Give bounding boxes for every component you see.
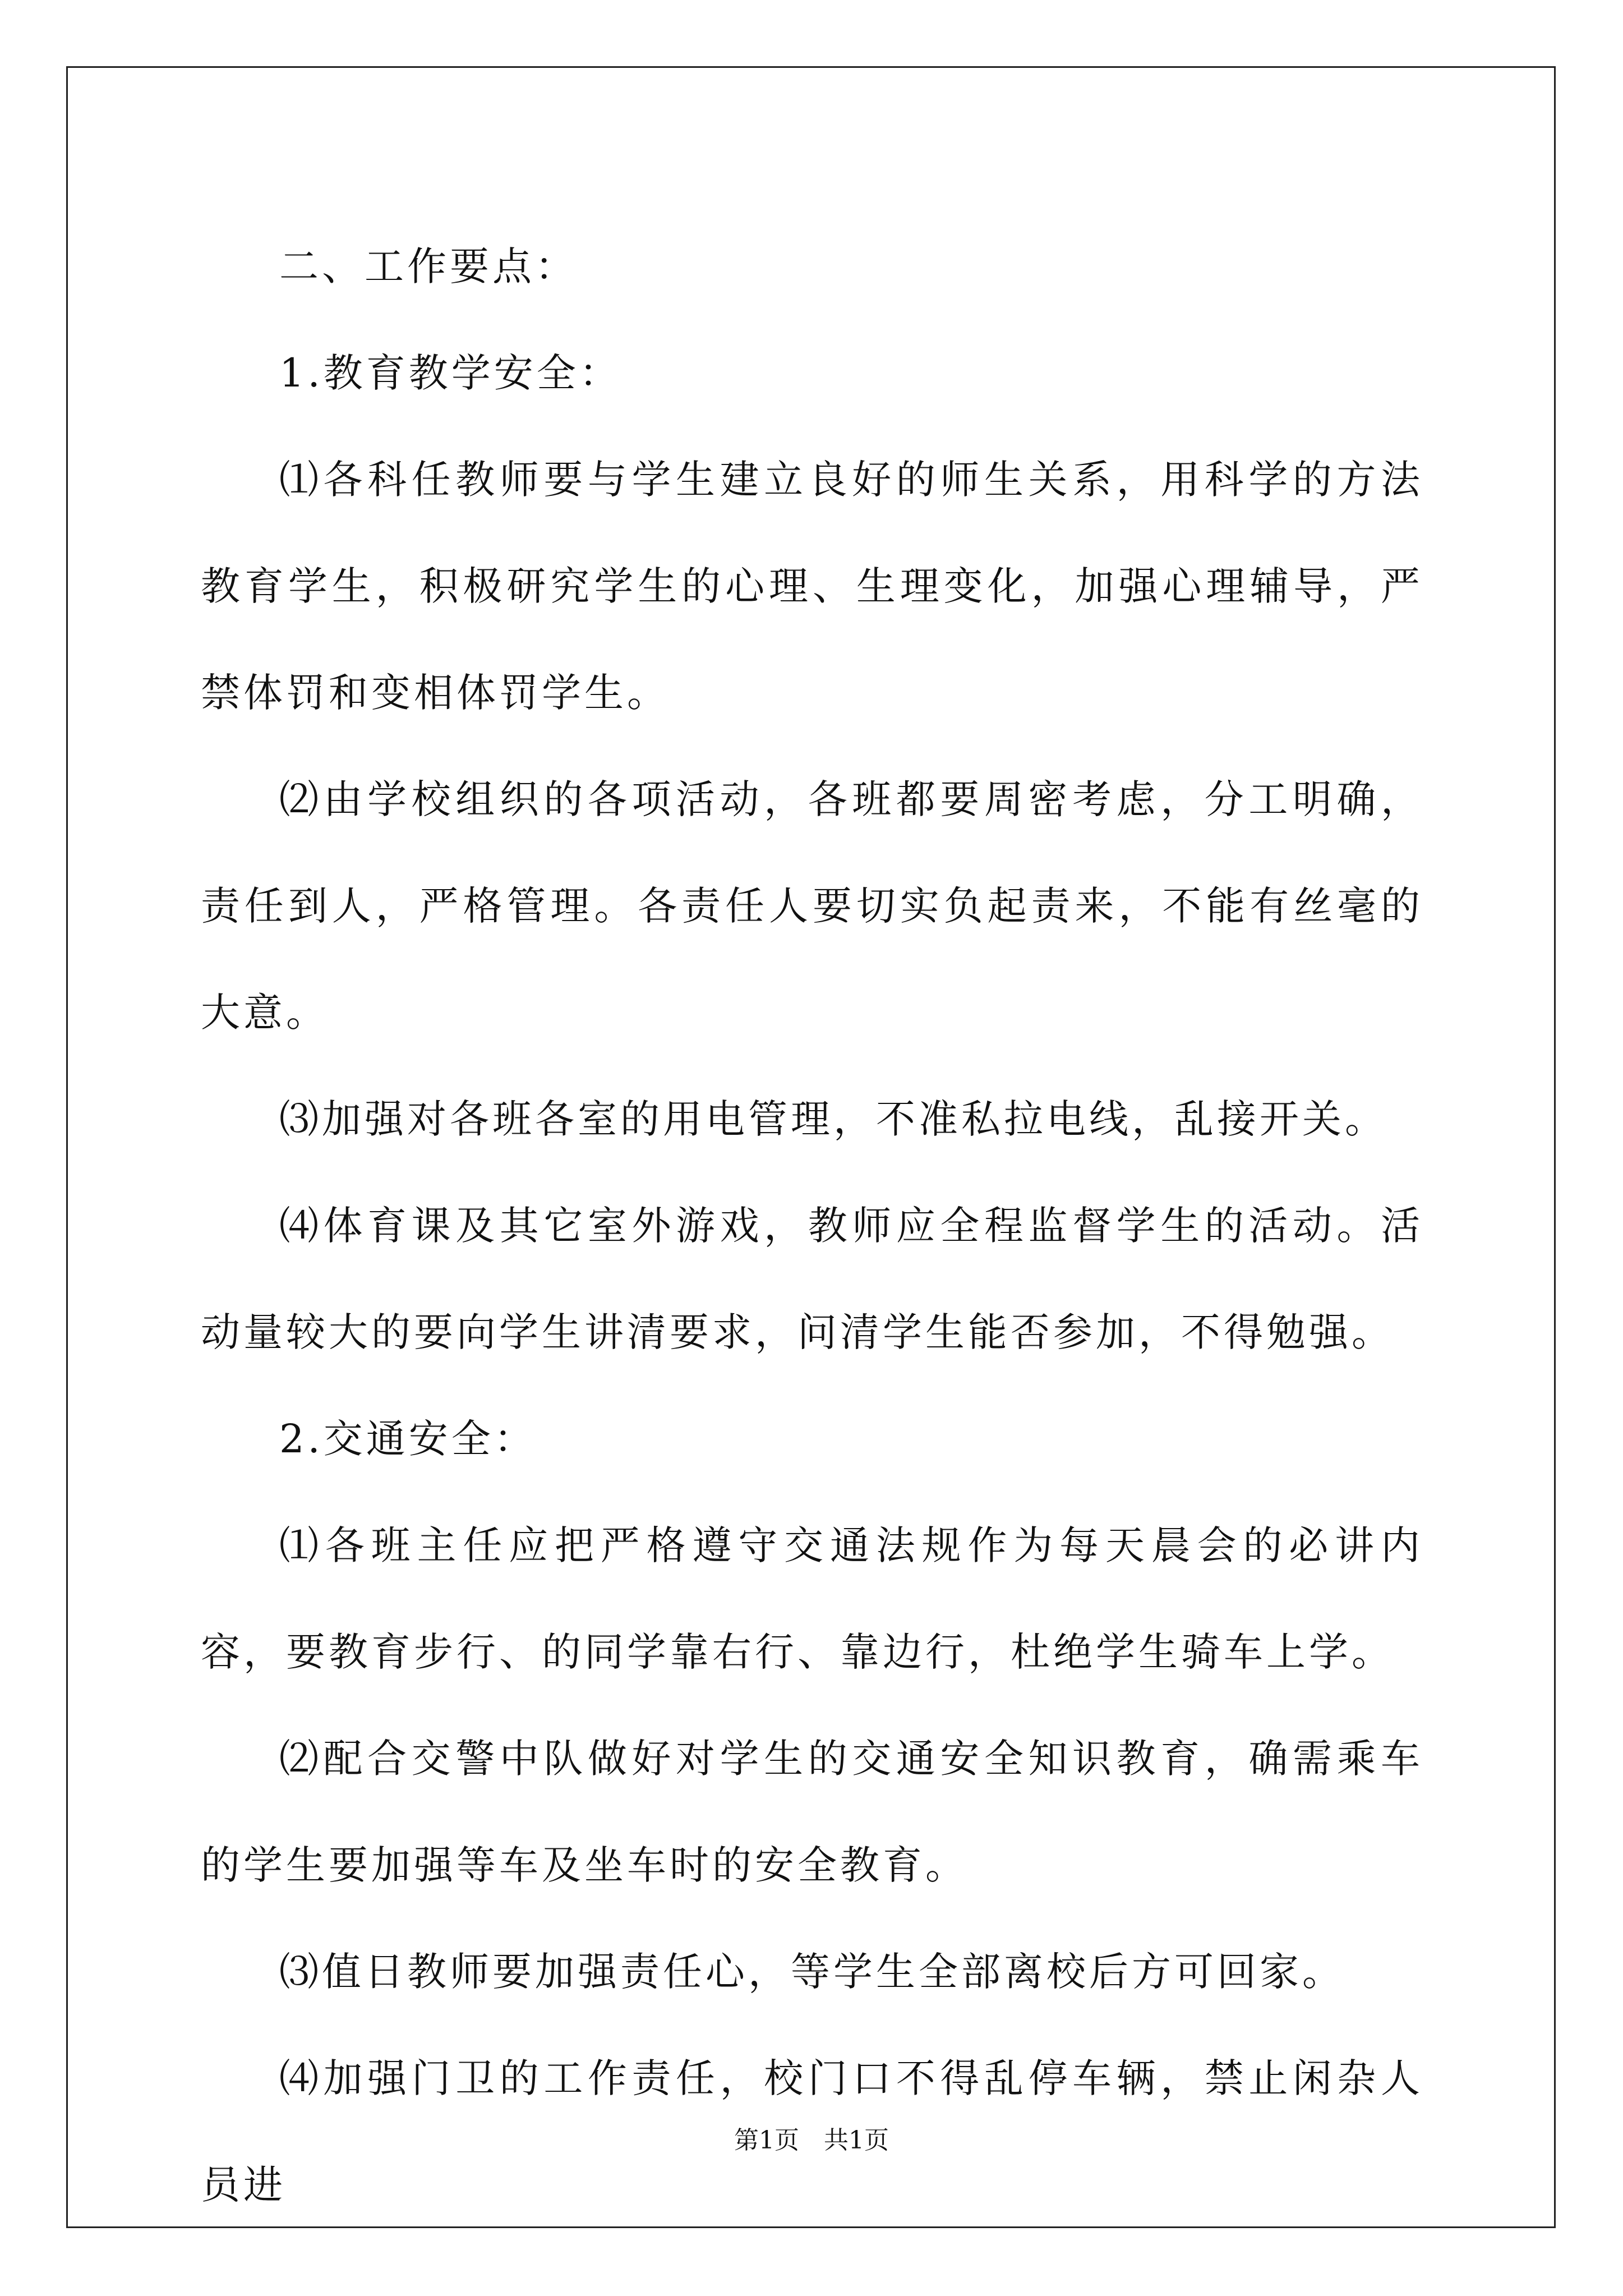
paragraph: ⑵配合交警中队做好对学生的交通安全知识教育，确需乘车的学生要加强等车及坐车时的安全教育。	[201, 1736, 1423, 1888]
paragraph: ⑶值日教师要加强责任心，等学生全部离校后方可回家。	[279, 1949, 1345, 1995]
heading-work-points: 二、工作要点：	[279, 243, 578, 289]
paragraph: ⑴各班主任应把严格遵守交通法规作为每天晨会的必讲内容，要教育步行、的同学靠右行、靠边行，杜绝学生骑车上学。	[201, 1522, 1423, 1675]
paragraph: ⑷加强门卫的工作责任，校门口不得乱停车辆，禁止闲杂人员进	[201, 2055, 1423, 2208]
paragraph: ⑶加强对各班各室的用电管理，不准私拉电线，乱接开关。	[279, 1096, 1387, 1142]
paragraph: ⑵由学校组织的各项活动，各班都要周密考虑，分工明确，责任到人，严格管理。各责任人要切实负起责来，不能有丝毫的大意。	[201, 776, 1423, 1036]
document-body	[201, 213, 1423, 2238]
paragraph: ⑷体育课及其它室外游戏，教师应全程监督学生的活动。活动量较大的要向学生讲清要求，问清学生能否参加，不得勉强。	[201, 1203, 1423, 1355]
section-traffic-safety: 2.交通安全：	[279, 1416, 537, 1462]
section-teaching-safety: 1.教育教学安全：	[279, 350, 622, 396]
paragraph: ⑴各科任教师要与学生建立良好的师生关系，用科学的方法教育学生，积极研究学生的心理、生理变化，加强心理辅导，严禁体罚和变相体罚学生。	[201, 457, 1423, 716]
page-number-footer: 第1页 共1页	[734, 2126, 889, 2155]
